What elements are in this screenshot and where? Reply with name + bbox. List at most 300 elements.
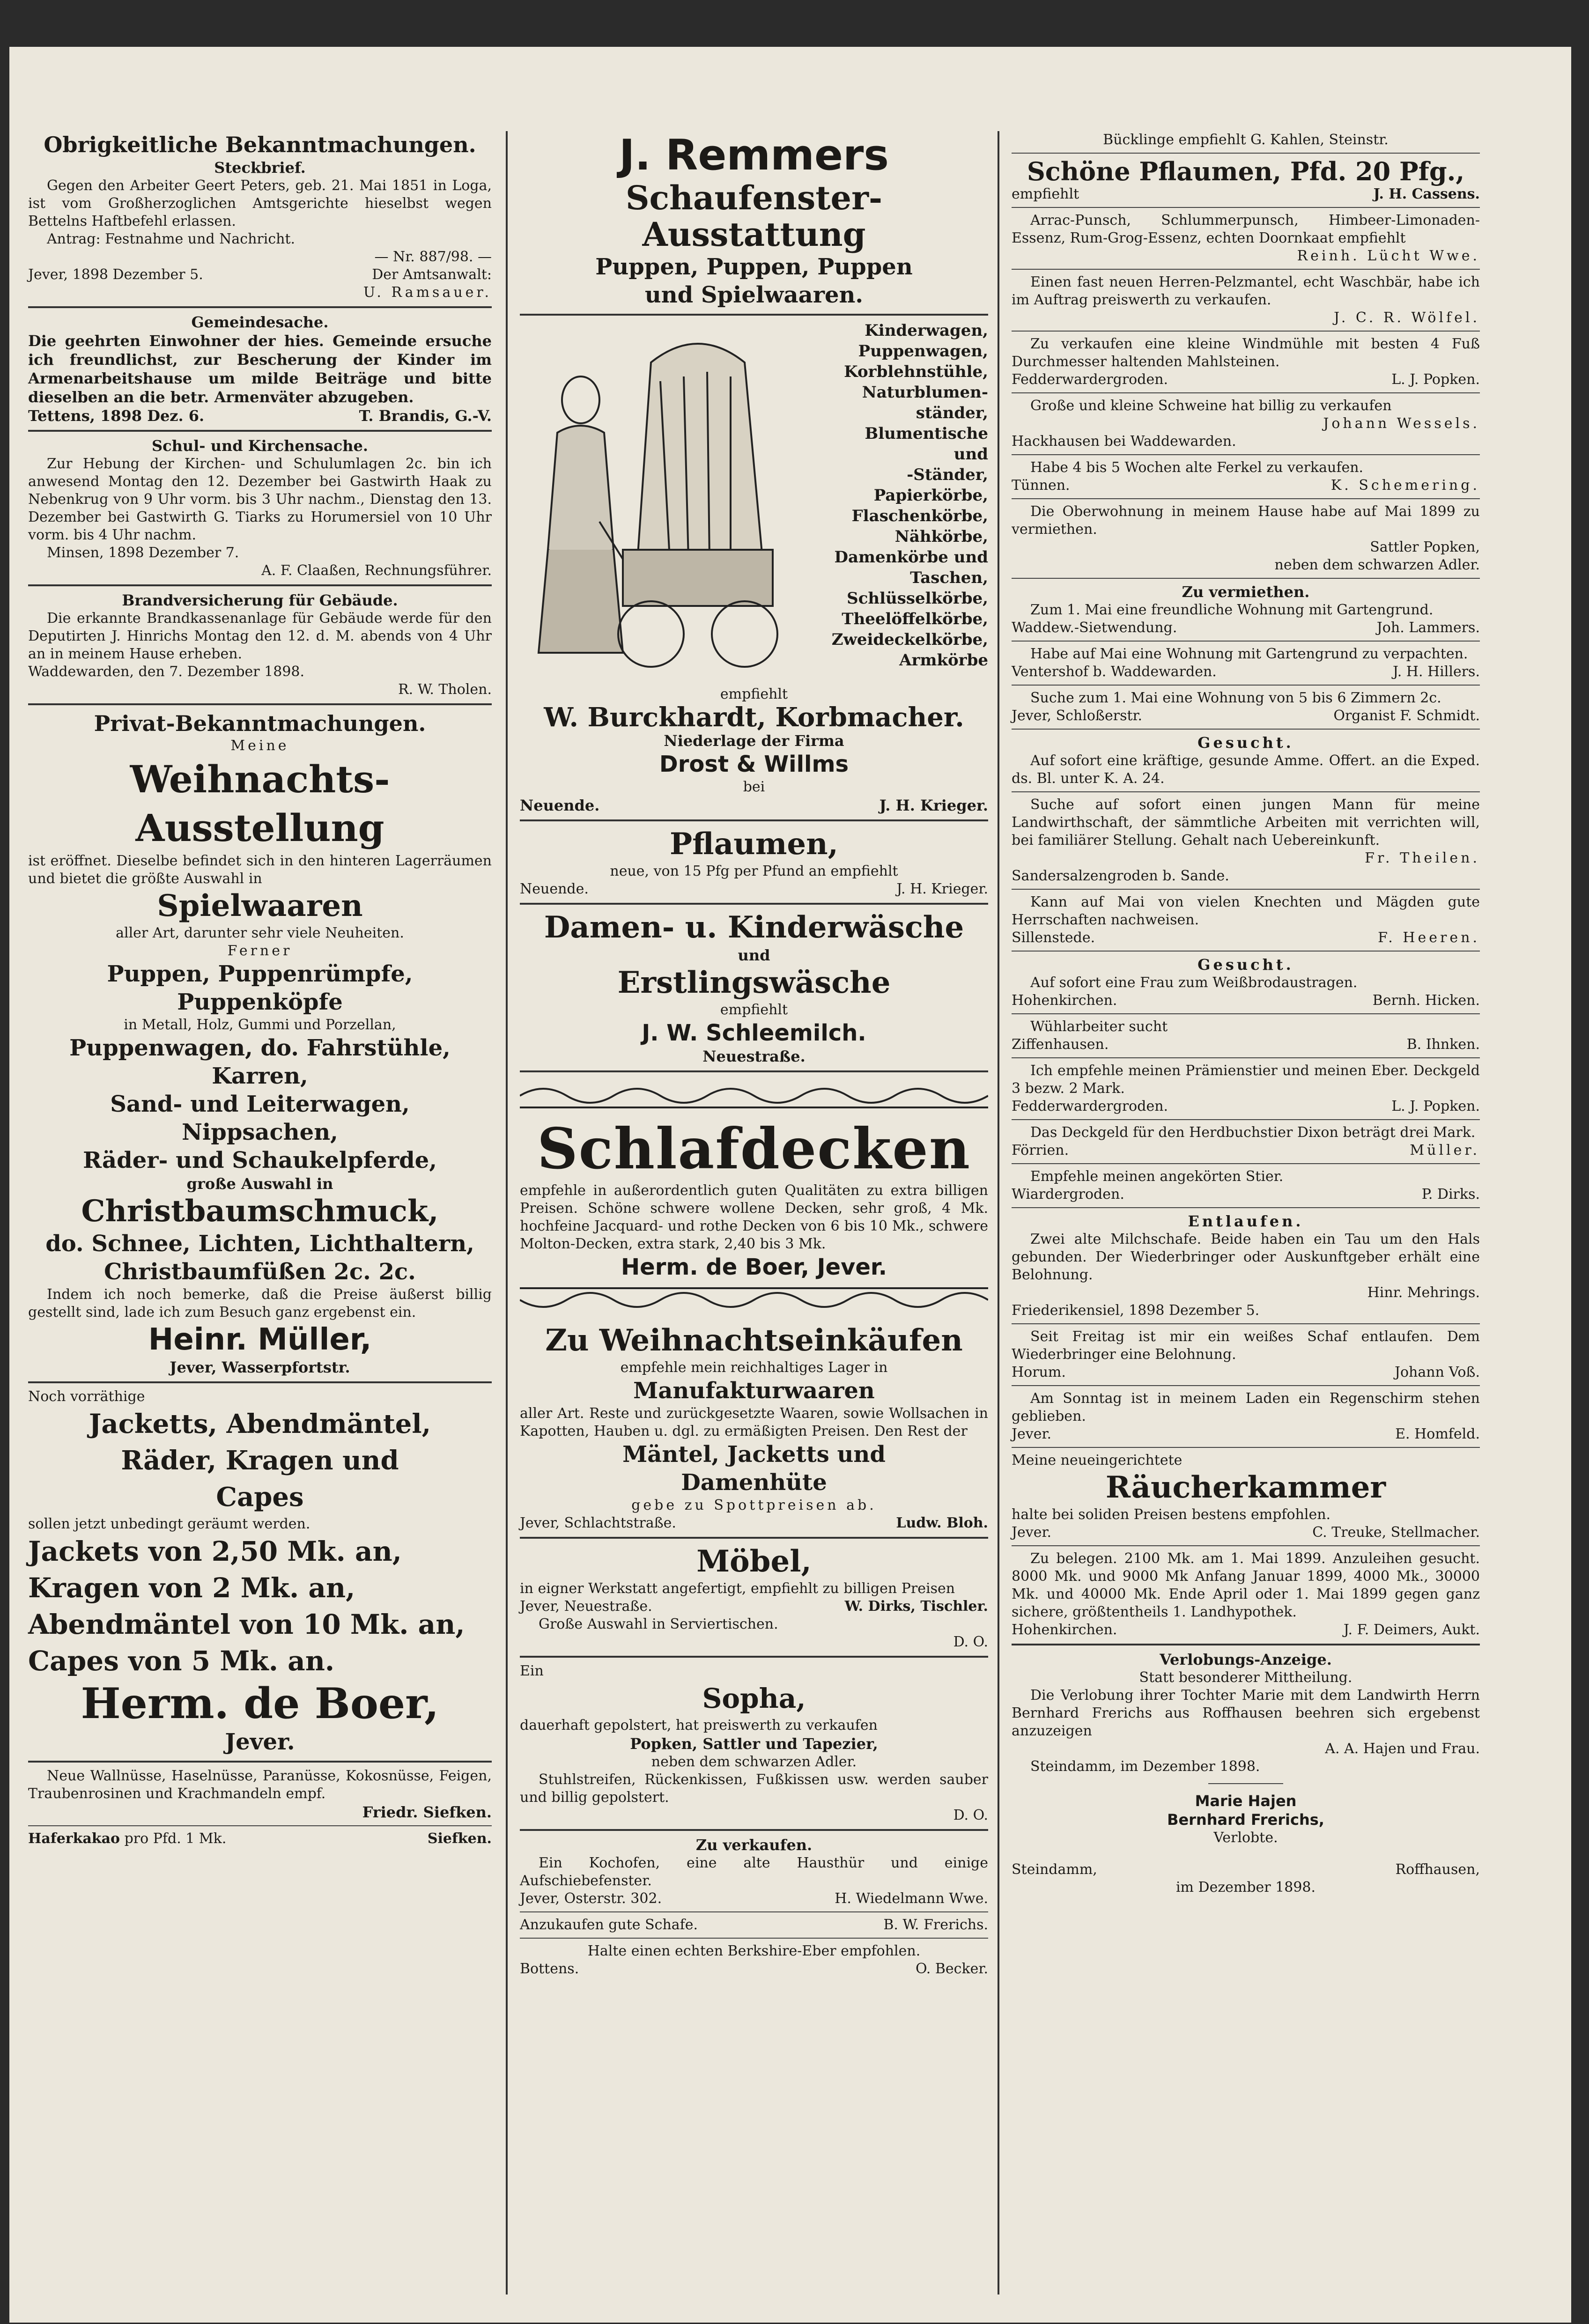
product-item: Armkörbe <box>899 651 988 670</box>
ad-text: Das Deckgeld für den Herdbuchstier Dixon beträgt drei Mark. <box>1030 1124 1476 1141</box>
ad-text: empfehle mein reichhaltiges Lager in <box>620 1359 888 1376</box>
ad-text: ist eröffnet. Dieselbe befindet sich in den hinteren Lagerräumen und bietet die größte Auswahl in <box>28 853 492 887</box>
product-item: Puppenwagen, <box>858 342 988 361</box>
ad-signer: L. J. Popken. <box>1391 371 1480 388</box>
ad-signer: E. Homfeld. <box>1395 1426 1480 1442</box>
notice-signer: T. Brandis, G.-V. <box>359 407 492 425</box>
siefken-ad <box>28 1767 492 1848</box>
frau-gesucht-ad <box>1012 955 1480 1010</box>
ad-title: Zu vermiethen. <box>1182 583 1310 601</box>
notice-signer: R. W. Tholen. <box>398 681 492 698</box>
ad-text: Ferner <box>227 943 293 959</box>
ad-headline: Schlafdecken <box>537 1116 971 1182</box>
ad-address: Neuestraße. <box>702 1048 806 1065</box>
entlaufen-ad <box>1012 1212 1480 1320</box>
ad-signer: Sattler Popken, <box>1370 539 1480 555</box>
ad-signer: D. O. <box>953 1807 988 1823</box>
ad-signer: Müller. <box>1410 1142 1480 1158</box>
raeucher-ad <box>1012 1452 1480 1542</box>
ad-signer: D. O. <box>953 1634 988 1650</box>
ad-headline: Christbaumschmuck, <box>81 1194 439 1229</box>
ad-place: Steindamm, <box>1012 1861 1097 1878</box>
ad-headline: Capes <box>216 1482 304 1512</box>
ad-text: und <box>738 946 770 964</box>
product-item: Papierkörbe, <box>873 486 988 505</box>
ad-text: Auf sofort eine Frau zum Weißbrodaustragen. <box>1030 974 1358 991</box>
ad-place: Hohenkirchen. <box>1012 1622 1117 1638</box>
ad-text: Wühlarbeiter sucht <box>1030 1018 1168 1035</box>
ad-headline: Damen- u. Kinderwäsche <box>544 910 964 945</box>
ad-place: Förrien. <box>1012 1142 1069 1158</box>
ad-firm: Drost & Willms <box>659 751 849 777</box>
ad-text: Kann auf Mai von vielen Knechten und Mägden gute Herrschaften nachweisen. <box>1012 894 1480 928</box>
divider <box>1208 1783 1283 1784</box>
ad-text: Ein Kochofen, eine alte Hausthür und einige Aufschiebefenster. <box>520 1855 988 1889</box>
gekoert-ad <box>1012 1168 1480 1203</box>
product-item: ständer, <box>916 404 988 422</box>
ornament-border <box>520 1082 988 1110</box>
punsch-ad <box>1012 212 1480 265</box>
ad-place: Bottens. <box>520 1961 579 1977</box>
ad-name: J. W. Schleemilch. <box>642 1020 866 1046</box>
ad-name: W. Burckhardt, Korbmacher. <box>544 702 964 733</box>
ad-text: Ein <box>520 1663 544 1679</box>
divider <box>1012 1163 1480 1164</box>
divider <box>520 1537 988 1539</box>
ad-place: Ziffenhausen. <box>1012 1036 1109 1053</box>
wohnung-gesucht-ad <box>1012 689 1480 725</box>
ad-text: neue, von 15 Pfg per Pfund an empfiehlt <box>610 863 898 879</box>
divider <box>1012 392 1480 393</box>
ad-item: Räder- und Schaukelpferde, <box>83 1147 437 1173</box>
ad-title: Gesucht. <box>1197 734 1294 752</box>
ad-place: Jever, Osterstr. 302. <box>520 1890 662 1907</box>
eber-ad <box>520 1942 988 1978</box>
ad-headline: Erstlingswäsche <box>617 965 891 1000</box>
buecklinge-ad: Bücklinge empfiehlt G. Kahlen, Steinstr. <box>1103 132 1389 148</box>
ad-signer: Johann Wessels. <box>1323 415 1480 432</box>
divider <box>28 306 492 308</box>
ad-headline: Schöne Pflaumen, Pfd. 20 Pfg., <box>1027 156 1465 186</box>
product-list <box>829 320 988 671</box>
column-3 <box>1012 131 1480 1898</box>
divider <box>1012 641 1480 642</box>
ad-signer: L. J. Popken. <box>1391 1098 1480 1114</box>
section-heading: Privat-Bekanntmachungen. <box>94 711 426 736</box>
ad-headline: Räder, Kragen und <box>121 1445 399 1476</box>
ad-place: Jever. <box>1012 1426 1052 1442</box>
vermieten-ad <box>1012 583 1480 637</box>
ad-item: Puppenwagen, do. Fahrstühle, Karren, <box>69 1035 451 1089</box>
ad-text: Stuhlstreifen, Rückenkissen, Fußkissen usw. werden sauber und billig gepolstert. <box>520 1771 988 1806</box>
ad-headline: Zu Weihnachtseinkäufen <box>545 1323 963 1358</box>
product-item: Damenkörbe und <box>834 548 988 567</box>
column-rule <box>506 131 508 2294</box>
ad-item: Sand- und Leiterwagen, <box>110 1091 410 1117</box>
verpachten-ad <box>1012 645 1480 681</box>
ad-signer: Bernh. Hicken. <box>1372 992 1480 1009</box>
pelz-ad <box>1012 273 1480 327</box>
product-item: Blumentische und <box>865 424 988 464</box>
ad-text: empfiehlt <box>1012 186 1079 202</box>
ad-text: halte bei soliden Preisen bestens empfohlen. <box>1012 1506 1331 1523</box>
ad-signer: Joh. Lammers. <box>1376 620 1480 636</box>
divider <box>1012 1385 1480 1386</box>
ad-title: Zu verkaufen. <box>695 1836 813 1854</box>
ad-text: Empfehle meinen angekörten Stier. <box>1030 1168 1284 1185</box>
ad-place: Fedderwardergroden. <box>1012 371 1168 388</box>
notice-signer: A. F. Claaßen, Rechnungsführer. <box>261 562 492 579</box>
notice-number: — Nr. 887/98. — <box>374 249 492 265</box>
ad-item: do. Schnee, Lichten, Lichthaltern, <box>45 1231 474 1257</box>
sopha-ad <box>520 1662 988 1824</box>
ad-text: große Auswahl in <box>186 1175 333 1193</box>
divider <box>28 1381 492 1383</box>
ad-title: Verlobungs-Anzeige. <box>1160 1651 1332 1668</box>
ad-text: Habe auf Mai eine Wohnung mit Gartengrund zu verpachten. <box>1030 646 1468 662</box>
notice-office: Der Amtsanwalt: <box>372 266 492 283</box>
product-item: Kinderwagen, <box>865 321 988 340</box>
ad-text: in Metall, Holz, Gummi und Porzellan, <box>124 1017 396 1033</box>
ad-place: Steindamm, im Dezember 1898. <box>1030 1758 1260 1775</box>
ad-text: Große und kleine Schweine hat billig zu verkaufen <box>1030 398 1392 414</box>
product-item: Taschen, <box>910 568 988 587</box>
ad-headline: Pflaumen, <box>670 826 838 862</box>
notice-title: Steckbrief. <box>214 159 306 177</box>
divider <box>1012 729 1480 730</box>
ad-text: Die Oberwohnung in meinem Hause habe auf Mai 1899 zu vermiethen. <box>1012 503 1480 538</box>
ad-signer: A. A. Hajen und Frau. <box>1325 1741 1480 1757</box>
divider <box>520 1070 988 1072</box>
ad-signer: J. H. Cassens. <box>1373 186 1480 202</box>
notice-place: Jever, 1898 Dezember 5. <box>28 266 203 283</box>
ad-text: Die Verlobung ihrer Tochter Marie mit dem Landwirth Herrn Bernhard Frerichs aus Roffhausen beehren sich ergebenst anzuzeigen <box>1012 1687 1480 1739</box>
product-item: Theelöffelkörbe, <box>842 610 988 628</box>
notice-place: Waddewarden, den 7. Dezember 1898. <box>28 664 305 680</box>
ad-text: in eigner Werkstatt angefertigt, empfiehlt zu billigen Preisen <box>520 1580 955 1597</box>
knechte-ad <box>1012 893 1480 947</box>
ad-text: Arrac-Punsch, Schlummerpunsch, Himbeer-Limonaden-Essenz, Rum-Grog-Essenz, echten Doornkaat empfiehlt <box>1012 212 1480 246</box>
ad-text: Einen fast neuen Herren-Pelzmantel, echt Waschbär, habe ich im Auftrag preiswerth zu verkaufen. <box>1012 274 1480 308</box>
ad-item: Christbaumfüßen 2c. 2c. <box>104 1259 416 1285</box>
burckhardt-ad <box>520 320 988 815</box>
divider <box>1012 1119 1480 1120</box>
ad-signer: H. Wiedelmann Wwe. <box>835 1890 988 1907</box>
ad-signer: B. W. Frerichs. <box>883 1917 988 1933</box>
ad-text: Verlobte. <box>1213 1830 1278 1846</box>
ad-text: Große Auswahl in Serviertischen. <box>539 1616 778 1632</box>
newspaper-page <box>9 47 1571 2323</box>
ad-address: neben dem schwarzen Adler. <box>651 1754 857 1770</box>
ad-headline: Spielwaaren <box>157 888 363 923</box>
gemeinde-notice <box>28 313 492 425</box>
divider <box>28 430 492 432</box>
product-item: Naturblumen- <box>862 383 988 402</box>
ad-place: Tünnen. <box>1012 477 1070 494</box>
ad-text: Zu belegen. 2100 Mk. am 1. Mai 1899. Anzuleihen gesucht. 8000 Mk. und 9000 Mk Anfang Januar 1899, 4000 Mk., 30000 Mk. und 40000 Mk. Ende April oder 1. Mai 1899 gegen ganz sichere, größtentheils 1. Landhypothek. <box>1012 1550 1480 1620</box>
ad-text: empfiehlt <box>720 686 788 702</box>
divider <box>1012 1545 1480 1546</box>
ad-price: Abendmäntel von 10 Mk. an, <box>28 1608 465 1640</box>
ad-signer: B. Ihnken. <box>1406 1036 1480 1053</box>
ad-text: Indem ich noch bemerke, daß die Preise äußerst billig gestellt sind, lade ich zum Besuch ganz ergebenst ein. <box>28 1286 492 1321</box>
ad-text: bei <box>743 779 765 795</box>
ad-signer: Fr. Theilen. <box>1365 850 1480 866</box>
ad-signer: O. Becker. <box>915 1961 988 1977</box>
notice-text: Zur Hebung der Kirchen- und Schulumlagen 2c. bin ich anwesend Montag den 12. Dezember bei Gastwirth Haak zu Nebenkrug von 9 Uhr vorm. bis 3 Uhr nachm., Dienstag den 13. Dezember bei Gastwirth G. Tiarks zu Horumersiel von 10 Uhr vorm. bis 4 Uhr nachm. <box>28 456 492 543</box>
ad-text: Habe 4 bis 5 Wochen alte Ferkel zu verkaufen. <box>1030 459 1364 476</box>
ad-headline: Mäntel, Jacketts und <box>622 1441 886 1468</box>
product-item: Schlüsselkörbe, <box>847 589 988 608</box>
ad-address: Jever, Wasserpfortstr. <box>170 1358 350 1376</box>
ad-signer: J. C. R. Wölfel. <box>1334 310 1480 326</box>
ad-place: Ventershof b. Waddewarden. <box>1012 664 1217 680</box>
product-item: Zweideckelkörbe, <box>831 630 988 649</box>
ad-name: J. Remmers <box>619 131 889 180</box>
schleemilch-ad <box>520 909 988 1066</box>
ad-place: Neuende. <box>520 797 600 814</box>
ad-place: Jever, Schloßerstr. <box>1012 708 1143 724</box>
ad-address: Jever. <box>225 1729 295 1755</box>
notice-text: Antrag: Festnahme und Nachricht. <box>47 231 296 247</box>
notice-title: Gemeindesache. <box>191 313 329 331</box>
ad-headline: Manufakturwaaren <box>633 1378 875 1404</box>
oberwohnung-ad <box>1012 503 1480 574</box>
product-item: Korblehnstühle, <box>844 362 988 381</box>
ad-place: Neuende. <box>520 881 589 897</box>
ad-text: Zwei alte Milchschafe. Beide haben ein Tau um den Hals gebunden. Der Wiederbringer oder Auskunftgeber erhält eine Belohnung. <box>1012 1231 1480 1283</box>
dixon-ad <box>1012 1124 1480 1159</box>
divider <box>1012 1447 1480 1448</box>
ad-place: Horum. <box>1012 1364 1066 1380</box>
ad-text: pro Pfd. 1 Mk. <box>124 1830 227 1847</box>
divider <box>520 1829 988 1831</box>
mann-gesucht-ad <box>1012 796 1480 885</box>
ad-item: Puppen, Puppenrümpfe, <box>107 961 413 987</box>
ad-item: Nippsachen, <box>182 1119 338 1145</box>
ad-place: Waddew.-Sietwendung. <box>1012 620 1177 636</box>
pflaumen-ad <box>520 826 988 898</box>
ad-text: Neue Wallnüsse, Haselnüsse, Paranüsse, Kokosnüsse, Feigen, Traubenrosinen und Krachmandeln empf. <box>28 1768 492 1802</box>
ad-text: Suche auf sofort einen jungen Mann für meine Landwirthschaft, der sämmtliche Arbeiten mit verrichten will, bei familiärer Stellung. Gehalt nach Uebereinkunft. <box>1012 797 1480 848</box>
product-item: Nähkörbe, <box>894 527 988 546</box>
ad-text: empfehle in außerordentlich guten Qualitäten zu extra billigen Preisen. Schöne schwere wollene Decken, sehr groß, 4 Mk. hochfeine Jacquard- und rothe Decken von 6 bis 10 Mk., schwere Molton-Decken, extra stark, 2,40 bis 3 Mk. <box>520 1182 988 1252</box>
notice-text: Die erkannte Brandkassenanlage für Gebäude werde für den Deputirten J. Hinrichs Montag den 12. d. M. abends von 4 Uhr an in meinem Hause erheben. <box>28 610 492 662</box>
notice-title: Brandversicherung für Gebäude. <box>122 591 398 609</box>
schirm-ad <box>1012 1390 1480 1443</box>
product-item: Flaschenkörbe, <box>851 507 988 525</box>
ad-signer: Hinr. Mehrings. <box>1367 1284 1480 1301</box>
divider <box>520 314 988 316</box>
couple-name: Bernhard Frerichs, <box>1167 1811 1324 1829</box>
ad-title: Gesucht. <box>1197 956 1294 974</box>
notice-place: Tettens, 1898 Dez. 6. <box>28 407 205 425</box>
divider <box>1012 791 1480 792</box>
ad-text: Noch vorräthige <box>28 1388 145 1405</box>
ad-signer: Reinh. Lücht Wwe. <box>1297 248 1480 264</box>
ad-signer: P. Dirks. <box>1421 1186 1480 1203</box>
brand-notice <box>28 591 492 699</box>
ad-subline: und Spielwaaren. <box>644 282 864 308</box>
ad-signer: W. Dirks, Tischler. <box>844 1598 988 1615</box>
ad-text: sollen jetzt unbedingt geräumt werden. <box>28 1516 310 1532</box>
ad-name: Herm. de Boer, <box>81 1679 439 1728</box>
section-heading: Obrigkeitliche Bekanntmachungen. <box>44 132 476 157</box>
amme-ad <box>1012 733 1480 788</box>
ad-price: Jackets von 2,50 Mk. an, <box>28 1535 402 1567</box>
divider <box>1012 578 1480 579</box>
ad-place: Wiardergroden. <box>1012 1186 1124 1203</box>
divider <box>520 1656 988 1658</box>
divider <box>520 819 988 821</box>
mueller-ad <box>28 710 492 1377</box>
ad-text: aller Art, darunter sehr viele Neuheiten. <box>116 925 404 941</box>
ad-text: gebe zu Spottpreisen ab. <box>631 1497 877 1513</box>
divider <box>1012 454 1480 455</box>
divider <box>1012 498 1480 499</box>
ad-place: Jever. <box>1012 1524 1052 1541</box>
divider <box>28 1825 492 1826</box>
divider <box>28 1761 492 1763</box>
column-rule <box>998 131 999 2294</box>
ad-text: Statt besonderer Mittheilung. <box>1139 1669 1352 1686</box>
divider <box>1012 1057 1480 1058</box>
ad-text: Ich empfehle meinen Prämienstier und meinen Eber. Deckgeld 3 bezw. 2 Mark. <box>1012 1062 1480 1097</box>
schaf-ad <box>1012 1328 1480 1381</box>
ad-headline: Damenhüte <box>681 1469 827 1496</box>
ad-headline: Schaufenster-Ausstattung <box>625 178 883 254</box>
column-2 <box>520 131 988 1980</box>
ad-place: Fedderwardergroden. <box>1012 1098 1168 1114</box>
ad-place: Jever, Neuestraße. <box>520 1598 652 1615</box>
ad-date: im Dezember 1898. <box>1175 1879 1316 1896</box>
notice-text: Die geehrten Einwohner der hies. Gemeinde ersuche ich freundlichst, zur Bescherung der Kinder im Armenarbeitshause um milde Beiträge und bitte dieselben an die betr. Armenväter abzugeben. <box>28 332 492 406</box>
windmuehle-ad <box>1012 335 1480 389</box>
ad-place: Jever, Schlachtstraße. <box>520 1515 676 1531</box>
moebel-ad <box>520 1543 988 1651</box>
divider <box>1012 331 1480 332</box>
divider <box>520 1938 988 1939</box>
ad-signer: J. F. Deimers, Aukt. <box>1343 1622 1480 1638</box>
divider <box>1012 1207 1480 1208</box>
remmers-ad <box>520 131 988 309</box>
divider <box>28 703 492 705</box>
column-1 <box>28 131 492 1850</box>
ad-text: Auf sofort eine kräftige, gesunde Amme. Offert. an die Exped. ds. Bl. unter K. A. 24. <box>1012 753 1480 787</box>
verlobung-ad <box>1012 1650 1480 1896</box>
product-item: -Ständer, <box>907 465 988 484</box>
kochofen-ad <box>520 1836 988 1908</box>
ad-signer: F. Heeren. <box>1378 930 1480 946</box>
ad-place: Hackhausen bei Waddewarden. <box>1012 433 1236 450</box>
ad-signer: Organist F. Schmidt. <box>1333 708 1480 724</box>
ad-headline: Jacketts, Abendmäntel, <box>89 1409 431 1439</box>
ad-name: Herm. de Boer, Jever. <box>621 1254 887 1280</box>
ad-text: Niederlage der Firma <box>664 732 844 750</box>
ad-place: Hohenkirchen. <box>1012 992 1117 1009</box>
ad-signer: Friedr. Siefken. <box>362 1803 492 1821</box>
schlafdecken-ad <box>520 1077 988 1321</box>
ad-title: Entlaufen. <box>1188 1212 1304 1230</box>
divider <box>1012 207 1480 208</box>
notice-title: Schul- und Kirchensache. <box>152 437 368 455</box>
divider <box>1012 1323 1480 1324</box>
ad-text: dauerhaft gepolstert, hat preiswerth zu verkaufen <box>520 1717 878 1734</box>
ad-signer: J. H. Krieger. <box>896 881 988 897</box>
divider <box>1012 889 1480 890</box>
ad-product: Haferkakao <box>28 1830 120 1847</box>
ad-text: aller Art. Reste und zurückgesetzte Waaren, sowie Wollsachen in Kapotten, Hauben u. dgl. zu ermäßigten Preisen. Den Rest der <box>520 1405 988 1439</box>
ad-signer: Ludw. Bloh. <box>896 1515 988 1531</box>
ad-subline: Puppen, Puppen, Puppen <box>595 254 913 280</box>
ad-signer: J. H. Krieger. <box>879 797 988 814</box>
divider <box>520 1911 988 1912</box>
ad-text: Am Sonntag ist in meinem Laden ein Regenschirm stehen geblieben. <box>1012 1390 1480 1424</box>
divider <box>1012 269 1480 270</box>
divider <box>1012 153 1480 154</box>
divider <box>520 903 988 905</box>
divider <box>28 584 492 586</box>
ad-text: Anzukaufen gute Schafe. <box>520 1917 698 1933</box>
ad-address: neben dem schwarzen Adler. <box>1274 557 1480 573</box>
couple-name: Marie Hajen <box>1195 1792 1297 1810</box>
ad-headline: Sopha, <box>702 1682 806 1714</box>
ad-place: Sillenstede. <box>1012 930 1095 946</box>
ad-text: Zum 1. Mai eine freundliche Wohnung mit Gartengrund. <box>1030 602 1434 618</box>
schul-notice <box>28 436 492 580</box>
geld-ad <box>1012 1550 1480 1639</box>
ad-signer: Siefken. <box>427 1830 492 1847</box>
ad-place: Sandersalzengroden b. Sande. <box>1012 868 1229 884</box>
ad-headline: Räucherkammer <box>1105 1470 1386 1505</box>
divider <box>1012 1013 1480 1014</box>
schweine-ad <box>1012 397 1480 450</box>
notice-text: Gegen den Arbeiter Geert Peters, geb. 21. Mai 1851 in Loga, ist vom Großherzoglichen Amtsgerichte hieselbst wegen Bettelns Haftbefehl erlassen. <box>28 177 492 229</box>
ad-headline: Möbel, <box>696 1544 812 1579</box>
ad-text: Halte einen echten Berkshire-Eber empfohlen. <box>587 1943 921 1959</box>
ornament-border <box>520 1286 988 1314</box>
ad-text: Zu verkaufen eine kleine Windmühle mit besten 4 Fuß Durchmesser haltenden Mahlsteinen. <box>1012 336 1480 370</box>
ferkel-ad <box>1012 459 1480 494</box>
ad-name: Heinr. Müller, <box>148 1322 372 1357</box>
notice-place: Minsen, 1898 Dezember 7. <box>47 545 239 561</box>
ad-text: Meine <box>230 738 289 754</box>
ad-item: Puppenköpfe <box>177 989 343 1015</box>
praemienstier-ad <box>1012 1062 1480 1115</box>
schafe-ad <box>520 1916 988 1934</box>
ad-price: Capes von 5 Mk. an. <box>28 1645 335 1677</box>
ad-text: Seit Freitag ist mir ein weißes Schaf entlaufen. Dem Wiederbringer eine Belohnung. <box>1012 1328 1480 1363</box>
steckbrief-notice <box>28 158 492 302</box>
divider <box>1012 1644 1480 1645</box>
ad-signer: Johann Voß. <box>1394 1364 1480 1380</box>
ad-text: empfiehlt <box>720 1002 788 1018</box>
divider <box>1012 951 1480 952</box>
bloh-ad <box>520 1322 988 1532</box>
divider <box>1012 685 1480 686</box>
notice-signer: U. Ramsauer. <box>363 284 492 301</box>
cassens-ad <box>1012 157 1480 203</box>
ad-place: Roffhausen, <box>1395 1861 1480 1878</box>
ad-text: Suche zum 1. Mai eine Wohnung von 5 bis 6 Zimmern 2c. <box>1030 690 1441 706</box>
ad-signer: J. H. Hillers. <box>1393 664 1480 680</box>
ad-name: Popken, Sattler und Tapezier, <box>630 1735 878 1753</box>
pram-illustration <box>529 325 782 681</box>
ad-price: Kragen von 2 Mk. an, <box>28 1572 355 1604</box>
ad-headline: Weihnachts-Ausstellung <box>130 757 390 850</box>
wuehlarbeiter-ad <box>1012 1018 1480 1054</box>
ad-signer: C. Treuke, Stellmacher. <box>1312 1524 1480 1541</box>
